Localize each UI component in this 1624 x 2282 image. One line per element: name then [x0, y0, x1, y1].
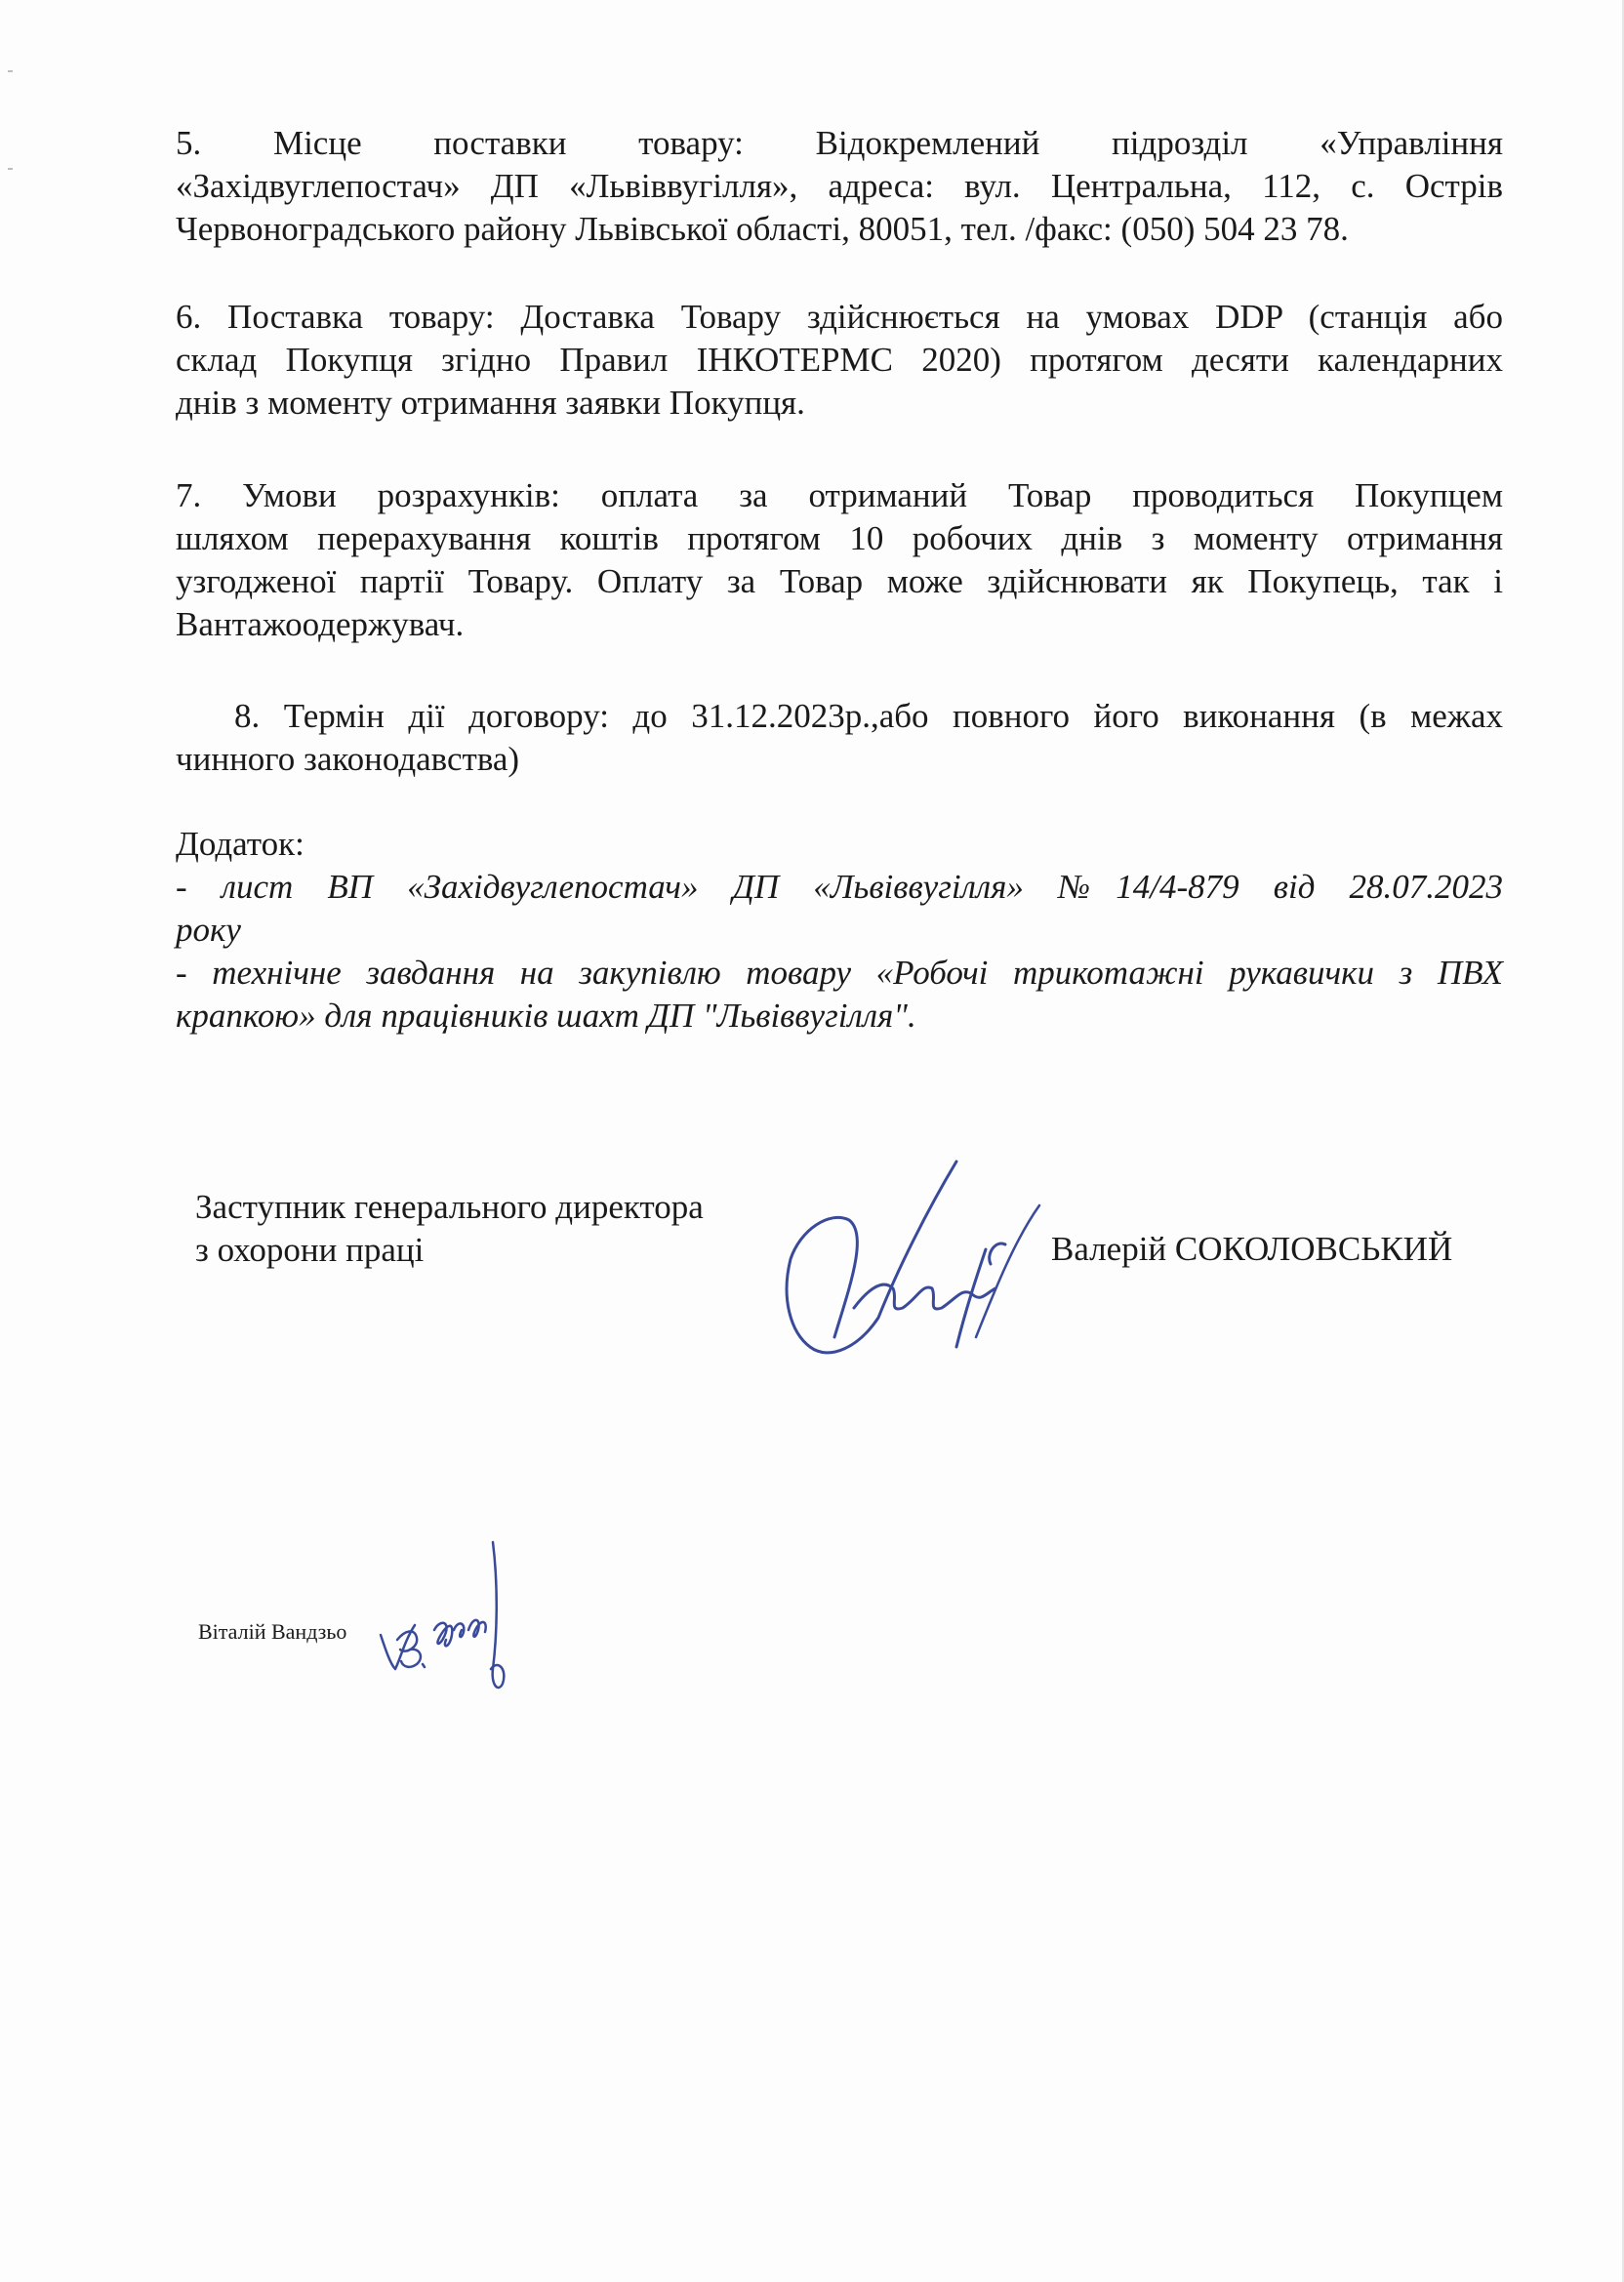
clause-7-payment-terms — [176, 474, 1503, 646]
signatory-title-line: Заступник генерального директора — [195, 1188, 704, 1226]
approver-signature-image — [356, 1523, 551, 1718]
clause-6-delivery-terms — [176, 296, 1503, 425]
text-line: шляхом перерахування коштів протягом 10 робочих днів з моменту отримання — [176, 519, 1503, 557]
clause-5-delivery-place — [176, 122, 1503, 251]
text-line: року — [176, 911, 241, 949]
text-line: Вантажоодержувач. — [176, 605, 465, 643]
signatory-name: Валерій СОКОЛОВСЬКИЙ — [1051, 1230, 1453, 1268]
text-line: 8. Термін дії договору: до 31.12.2023р.,або повного його виконання (в межах — [234, 697, 1503, 735]
text-line: Червоноградського району Львівської області, 80051, тел. /факс: (050) 504 23 78. — [176, 210, 1349, 248]
attachment-item-spec — [176, 952, 1503, 1038]
signature-image — [761, 1152, 1074, 1366]
clause-8-contract-term — [176, 695, 1503, 781]
text-line: 7. Умови розрахунків: оплата за отриманий Товар проводиться Покупцем — [176, 476, 1503, 514]
scan-mark — [8, 70, 13, 72]
text-line: склад Покупця згідно Правил ІНКОТЕРМС 2020) протягом десяти календарних — [176, 341, 1503, 379]
text-line: днів з моменту отримання заявки Покупця. — [176, 384, 805, 422]
attachment-title: Додаток: — [176, 825, 304, 863]
text-line: крапкою» для працівників шахт ДП "Львіввугілля". — [176, 997, 916, 1035]
text-line: чинного законодавства) — [176, 740, 520, 778]
attachment-item-letter — [176, 866, 1503, 952]
text-line: - лист ВП «Західвуглепостач» ДП «Львіввугілля» №14/4-879 від 28.07.2023 — [176, 868, 1503, 906]
scan-mark — [8, 168, 13, 170]
text-line: «Західвуглепостач» ДП «Львіввугілля», адреса: вул. Центральна, 112, с. Острів — [176, 167, 1503, 205]
text-line: узгодженої партії Товару. Оплату за Товар може здійснювати як Покупець, так і — [176, 562, 1503, 600]
text-line: - технічне завдання на закупівлю товару «Робочі трикотажні рукавички з ПВХ — [176, 954, 1503, 992]
signatory-title-line: з охорони праці — [195, 1231, 425, 1269]
approver-name: Віталій Вандзьо — [198, 1619, 347, 1644]
signatory-title — [195, 1186, 704, 1272]
text-line: 6. Поставка товару: Доставка Товару здійснюється на умовах DDP (станція або — [176, 298, 1503, 336]
text-line: 5. Місце поставки товару: Відокремлений підрозділ «Управління — [176, 124, 1503, 162]
